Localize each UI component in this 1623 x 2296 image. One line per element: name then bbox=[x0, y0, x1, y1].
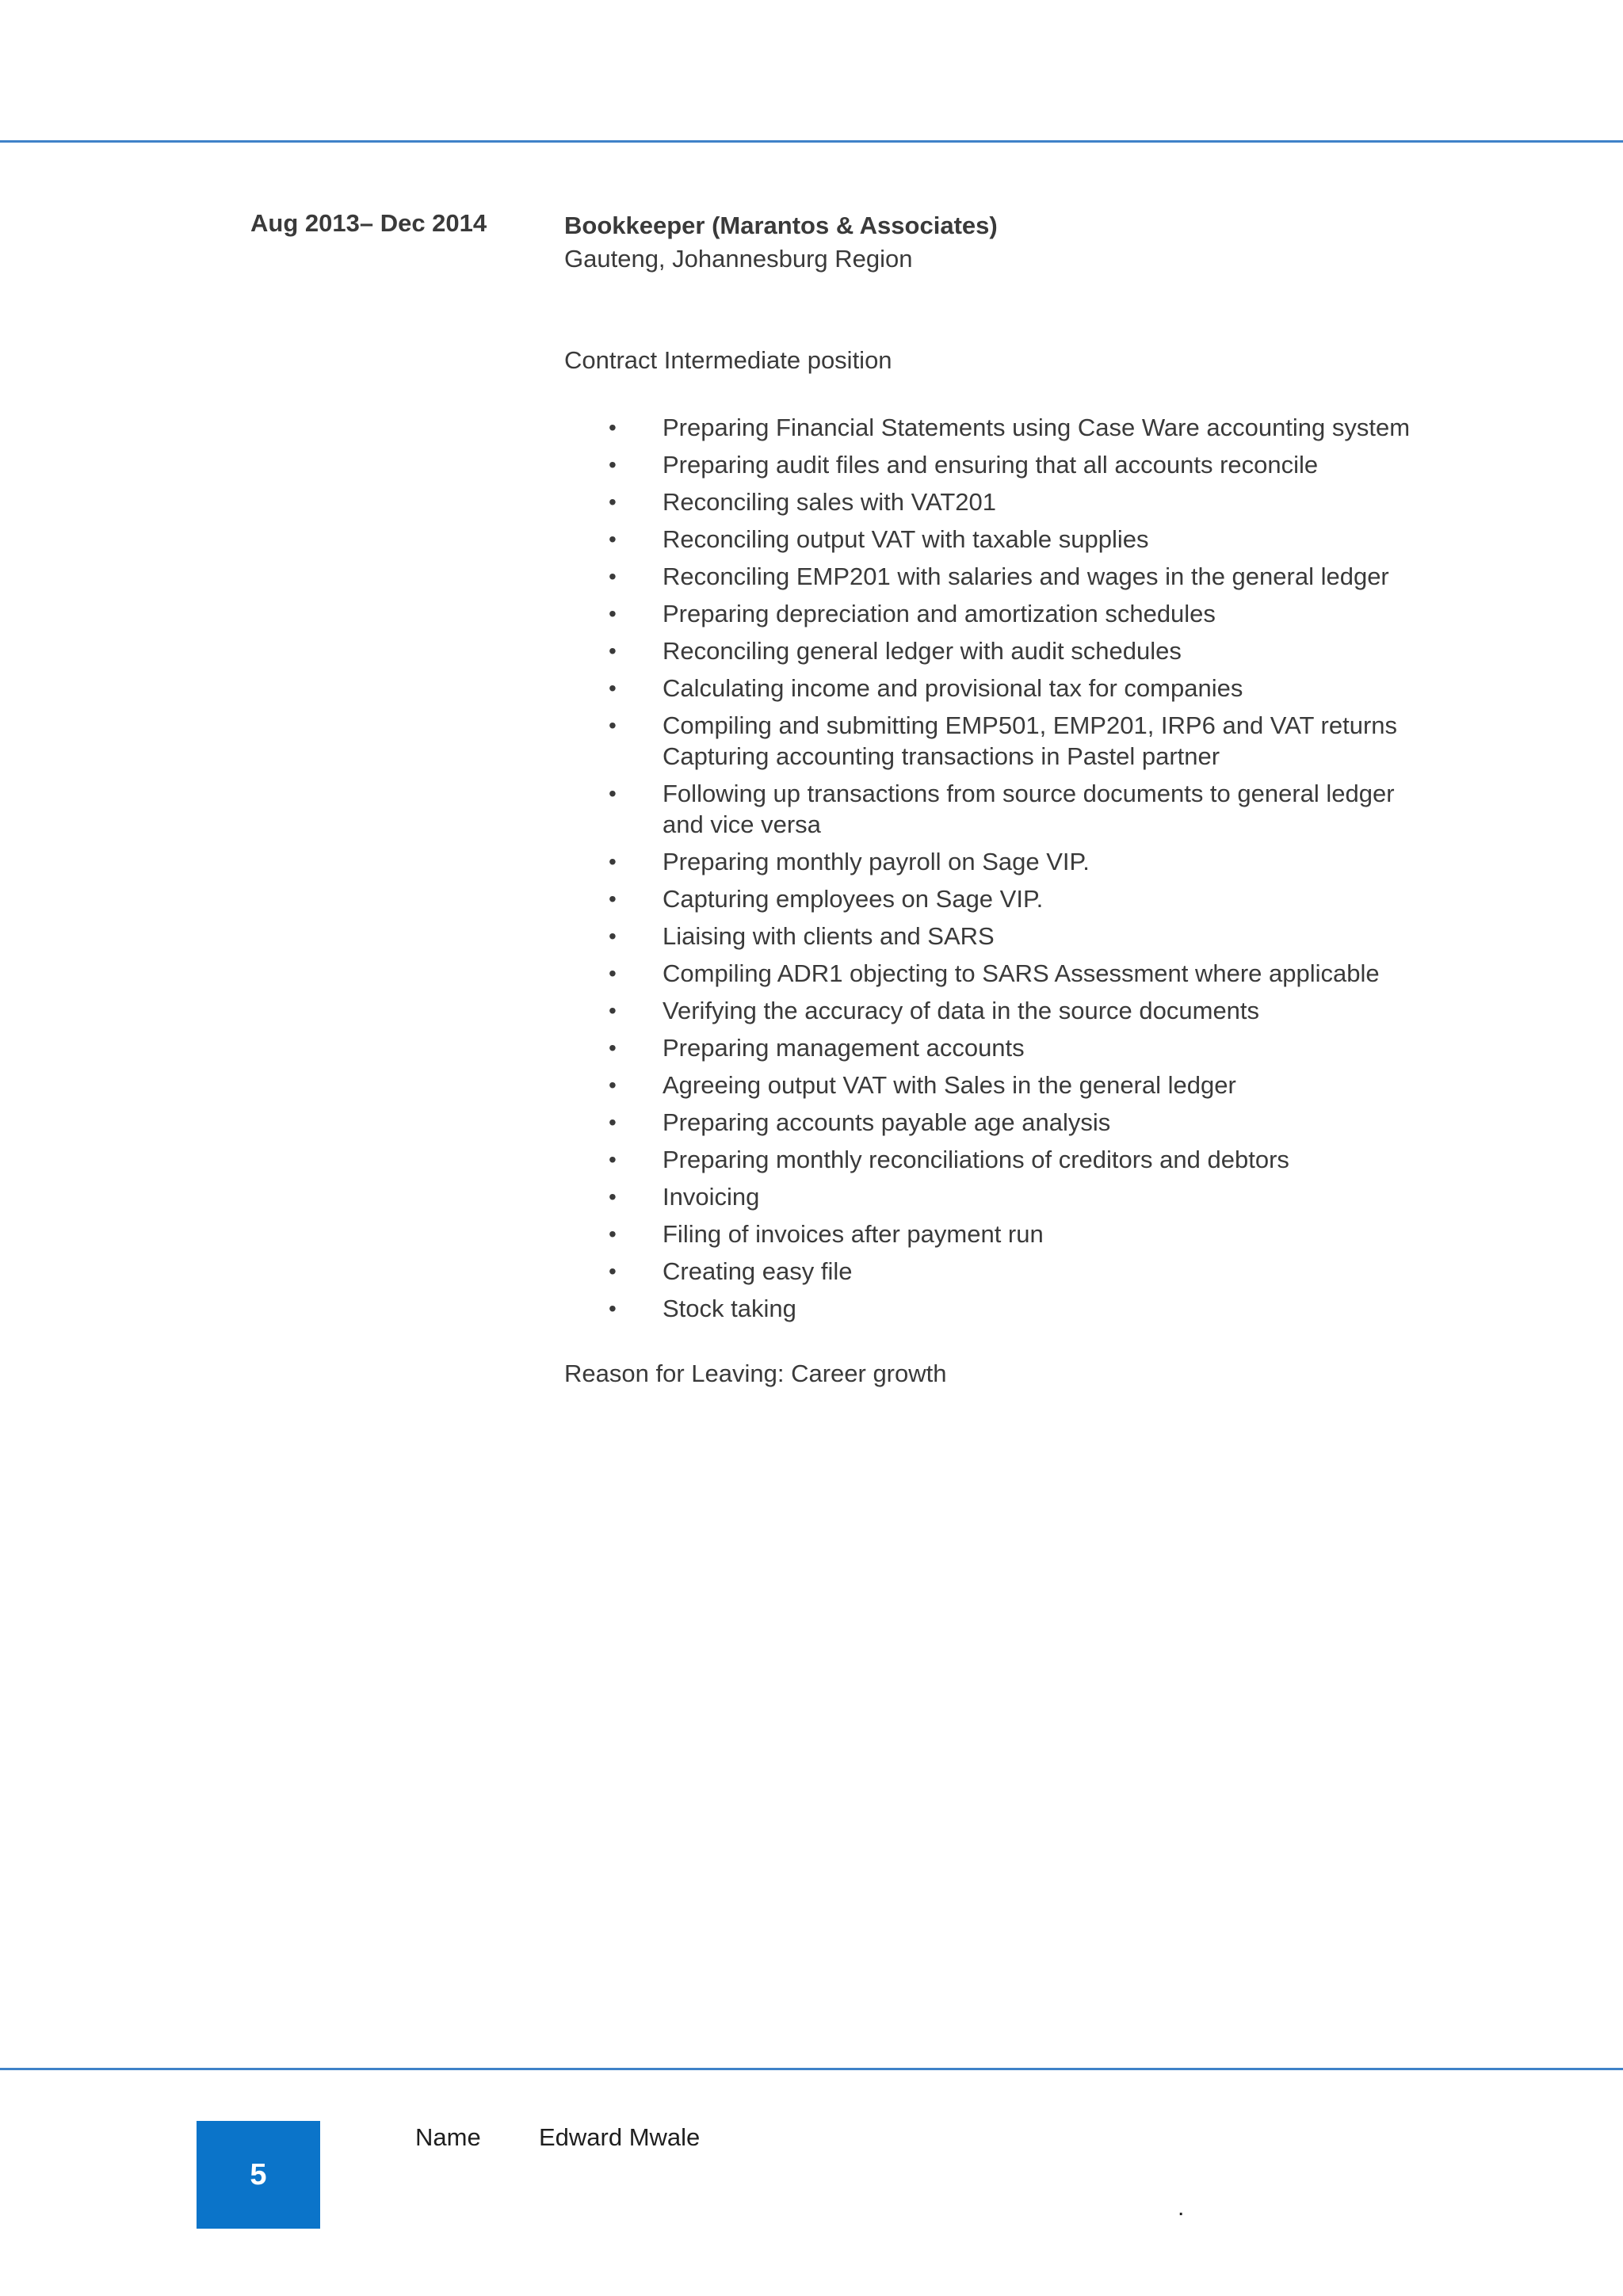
bullet-icon: • bbox=[609, 781, 617, 806]
bullet-icon: • bbox=[609, 924, 617, 948]
position-type: Contract Intermediate position bbox=[564, 346, 892, 374]
duty-item bbox=[564, 846, 1623, 877]
reason-for-leaving: Reason for Leaving: Career growth bbox=[564, 1360, 947, 1387]
page-number-box bbox=[197, 2121, 320, 2229]
bullet-icon: • bbox=[609, 639, 617, 663]
duty-item bbox=[564, 1070, 1623, 1100]
duty-item bbox=[564, 710, 1623, 772]
bullet-icon: • bbox=[609, 1259, 617, 1283]
duty-text: Capturing employees on Sage VIP. bbox=[663, 885, 1044, 913]
bullet-icon: • bbox=[609, 1296, 617, 1321]
duty-item bbox=[564, 1293, 1623, 1324]
bullet-icon: • bbox=[609, 1035, 617, 1060]
bullet-icon: • bbox=[609, 601, 617, 626]
footer-trailing-mark: . bbox=[1178, 2195, 1185, 2221]
duty-text: Calculating income and provisional tax for companies bbox=[663, 674, 1243, 702]
duty-text: Preparing audit files and ensuring that all accounts reconcile bbox=[663, 451, 1319, 479]
duty-text: Reconciling sales with VAT201 bbox=[663, 488, 996, 516]
bullet-icon: • bbox=[609, 1147, 617, 1172]
duty-text: Preparing accounts payable age analysis bbox=[663, 1108, 1111, 1136]
duty-text: Following up transactions from source documents to general ledger and vice versa bbox=[663, 780, 1395, 838]
duty-text: Preparing management accounts bbox=[663, 1034, 1025, 1062]
duty-item bbox=[564, 412, 1623, 443]
duty-text: Reconciling general ledger with audit schedules bbox=[663, 637, 1182, 665]
duty-item bbox=[564, 1107, 1623, 1138]
bullet-icon: • bbox=[609, 490, 617, 514]
bullet-icon: • bbox=[609, 887, 617, 911]
bullet-icon: • bbox=[609, 527, 617, 551]
duty-text: Verifying the accuracy of data in the source documents bbox=[663, 997, 1260, 1024]
duty-text: Filing of invoices after payment run bbox=[663, 1220, 1044, 1248]
duty-text: Compiling and submitting EMP501, EMP201, IRP6 and VAT returns Capturing accounting transactions in Pastel partner bbox=[663, 711, 1398, 770]
footer-name-label: Name bbox=[415, 2123, 481, 2151]
bullet-icon: • bbox=[609, 1110, 617, 1135]
bullet-icon: • bbox=[609, 713, 617, 738]
duty-item bbox=[564, 1144, 1623, 1175]
duty-text: Creating easy file bbox=[663, 1257, 853, 1285]
duty-item bbox=[564, 1219, 1623, 1249]
duty-text: Reconciling output VAT with taxable supplies bbox=[663, 525, 1149, 553]
bullet-icon: • bbox=[609, 849, 617, 874]
duty-item bbox=[564, 958, 1623, 989]
job-location: Gauteng, Johannesburg Region bbox=[564, 245, 913, 273]
page-number: 5 bbox=[250, 2157, 267, 2191]
job-entry bbox=[564, 209, 1484, 1390]
bullet-icon: • bbox=[609, 1073, 617, 1097]
duty-item bbox=[564, 1032, 1623, 1063]
bullet-icon: • bbox=[609, 415, 617, 440]
duty-text: Preparing depreciation and amortization schedules bbox=[663, 600, 1216, 627]
duty-text: Stock taking bbox=[663, 1295, 796, 1322]
duty-text: Preparing monthly payroll on Sage VIP. bbox=[663, 848, 1090, 875]
footer-rule bbox=[0, 2068, 1623, 2070]
duty-item bbox=[564, 883, 1623, 914]
bullet-icon: • bbox=[609, 961, 617, 986]
duty-text: Compiling ADR1 objecting to SARS Assessment where applicable bbox=[663, 959, 1380, 987]
job-title: Bookkeeper (Marantos & Associates) bbox=[564, 212, 998, 239]
duty-text: Reconciling EMP201 with salaries and wages in the general ledger bbox=[663, 563, 1389, 590]
duty-text: Invoicing bbox=[663, 1183, 760, 1211]
duty-text: Agreeing output VAT with Sales in the general ledger bbox=[663, 1071, 1236, 1099]
bullet-icon: • bbox=[609, 1222, 617, 1246]
duty-item bbox=[564, 635, 1623, 666]
duty-item bbox=[564, 561, 1623, 592]
duty-item bbox=[564, 524, 1623, 555]
bullet-icon: • bbox=[609, 1184, 617, 1209]
bullet-icon: • bbox=[609, 998, 617, 1023]
duty-text: Preparing monthly reconciliations of creditors and debtors bbox=[663, 1146, 1289, 1173]
duty-item bbox=[564, 995, 1623, 1026]
duty-text: Liaising with clients and SARS bbox=[663, 922, 995, 950]
bullet-icon: • bbox=[609, 564, 617, 589]
duty-item bbox=[564, 778, 1623, 840]
duty-item bbox=[564, 921, 1623, 952]
duty-item bbox=[564, 598, 1623, 629]
footer-name-value: Edward Mwale bbox=[539, 2123, 701, 2151]
duty-text: Preparing Financial Statements using Case Ware accounting system bbox=[663, 414, 1411, 441]
bullet-icon: • bbox=[609, 676, 617, 700]
duty-item bbox=[564, 673, 1623, 704]
employment-period: Aug 2013– Dec 2014 bbox=[250, 209, 487, 237]
duty-item bbox=[564, 1256, 1623, 1287]
duty-item bbox=[564, 486, 1623, 517]
duties-list bbox=[564, 412, 1484, 1324]
duty-item bbox=[564, 449, 1623, 480]
bullet-icon: • bbox=[609, 452, 617, 477]
duty-item bbox=[564, 1181, 1623, 1212]
header-rule bbox=[0, 140, 1623, 143]
